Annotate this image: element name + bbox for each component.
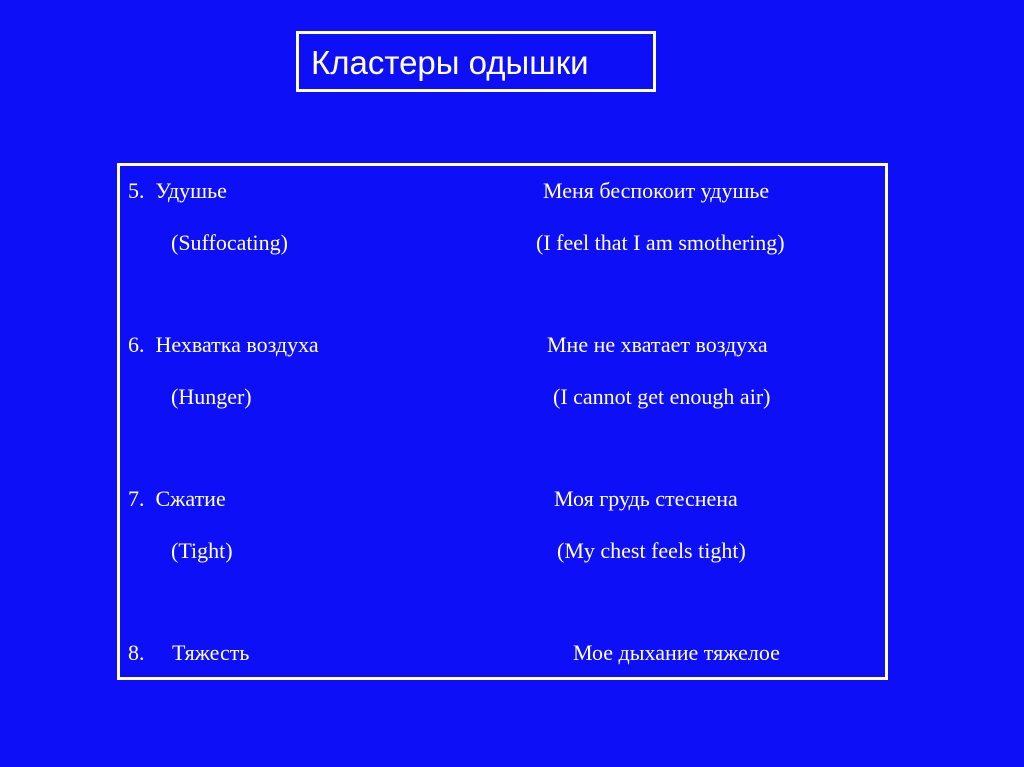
cluster-5-phrase: Меня беспокоит удушье	[543, 178, 770, 203]
cluster-5-term: 5. Удушье	[128, 178, 227, 203]
cluster-7-phrase-en: (My chest feels tight)	[557, 538, 746, 563]
slide-title: Кластеры одышки	[296, 31, 656, 92]
cluster-8-term: 8. Тяжесть	[128, 640, 250, 665]
cluster-6-term-en: (Hunger)	[171, 384, 252, 409]
cluster-5-term-en: (Suffocating)	[171, 230, 288, 255]
cluster-7-term-en: (Tight)	[171, 538, 233, 563]
cluster-7-term: 7. Сжатие	[128, 486, 226, 511]
cluster-6-phrase-en: (I cannot get enough air)	[553, 384, 771, 409]
cluster-8-phrase: Мое дыхание тяжелое	[573, 640, 780, 665]
cluster-6-phrase: Мне не хватает воздуха	[547, 332, 768, 357]
cluster-7-phrase: Моя грудь стеснена	[554, 486, 738, 511]
cluster-5-phrase-en: (I feel that I am smothering)	[536, 230, 785, 255]
cluster-6-term: 6. Нехватка воздуха	[128, 332, 319, 357]
